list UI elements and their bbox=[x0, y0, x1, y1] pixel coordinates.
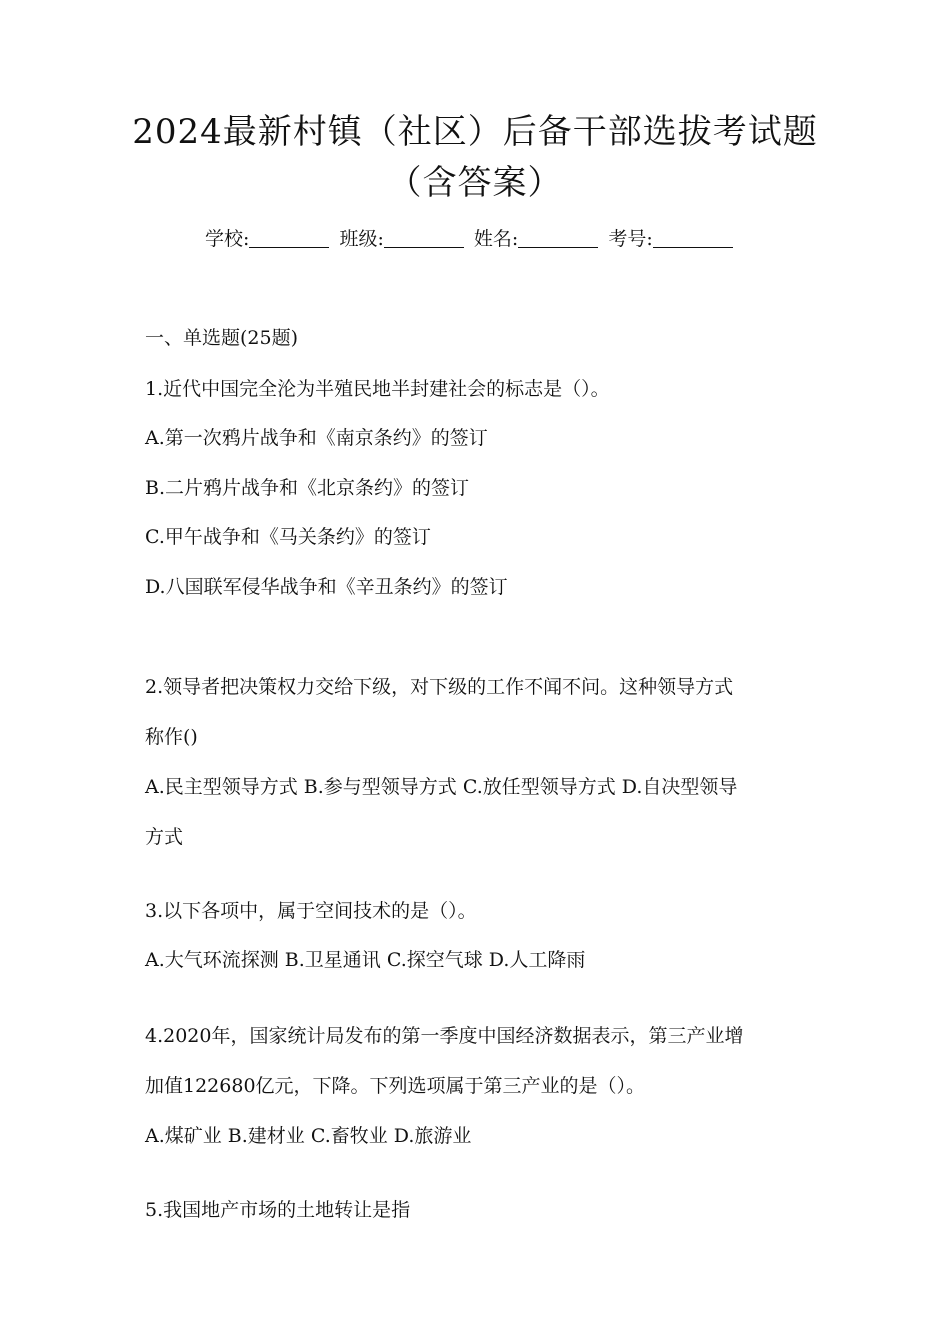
exam-title-line1: 2024最新村镇（社区）后备干部选拔考试题 bbox=[132, 112, 818, 152]
q2-stem-line2: 称作() bbox=[145, 726, 198, 748]
section-heading: 一、单选题(25题) bbox=[145, 327, 299, 349]
q2-stem-line1: 2.领导者把决策权力交给下级，对下级的工作不闻不问。这种领导方式 bbox=[145, 676, 734, 698]
school-label: 学校: bbox=[205, 228, 250, 250]
number-blank bbox=[653, 229, 733, 248]
q1-option-b: B.二片鸦片战争和《北京条约》的签订 bbox=[145, 477, 470, 499]
q1-option-a: A.第一次鸦片战争和《南京条约》的签订 bbox=[145, 427, 488, 449]
student-info-row bbox=[205, 224, 737, 251]
school-blank bbox=[249, 229, 329, 248]
q2-options-line1: A.民主型领导方式 B.参与型领导方式 C.放任型领导方式 D.自决型领导 bbox=[145, 776, 738, 798]
name-label: 姓名: bbox=[473, 228, 519, 250]
q3-options: A.大气环流探测 B.卫星通讯 C.探空气球 D.人工降雨 bbox=[145, 949, 586, 971]
q2-options-line2: 方式 bbox=[145, 826, 184, 848]
q1-option-c: C.甲午战争和《马关条约》的签订 bbox=[145, 526, 431, 548]
number-label: 考号: bbox=[608, 228, 653, 250]
name-blank bbox=[518, 229, 598, 248]
q4-stem-line1: 4.2020年，国家统计局发布的第一季度中国经济数据表示，第三产业增 bbox=[145, 1025, 744, 1047]
q1-stem: 1.近代中国完全沦为半殖民地半封建社会的标志是（）。 bbox=[145, 378, 610, 400]
exam-title-line2: （含答案） bbox=[387, 163, 563, 203]
q5-stem: 5.我国地产市场的土地转让是指 bbox=[145, 1199, 411, 1221]
class-blank bbox=[384, 229, 464, 248]
q3-stem: 3.以下各项中，属于空间技术的是（）。 bbox=[145, 900, 477, 922]
class-label: 班级: bbox=[339, 228, 384, 250]
q4-options: A.煤矿业 B.建材业 C.畜牧业 D.旅游业 bbox=[145, 1125, 472, 1147]
q4-stem-line2: 加值122680亿元，下降。下列选项属于第三产业的是（）。 bbox=[145, 1075, 646, 1097]
q1-option-d: D.八国联军侵华战争和《辛丑条约》的签订 bbox=[145, 576, 508, 598]
